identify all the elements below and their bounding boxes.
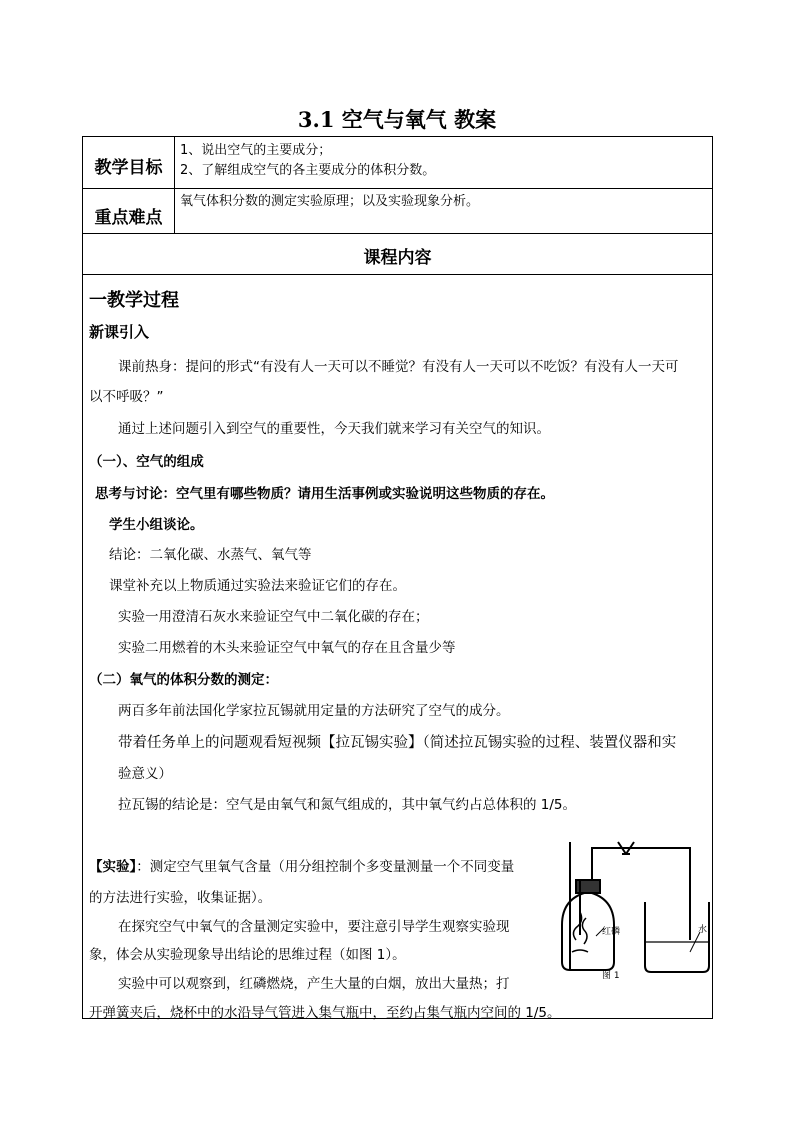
- beaker: [645, 902, 709, 972]
- observe-text-2: 开弹簧夹后，烧杯中的水沿导气管进入集气瓶中，至约占集气瓶内空间的 1/5。: [89, 1005, 561, 1021]
- row-divider: [83, 233, 712, 234]
- part1-heading: （一）、空气的组成: [89, 454, 204, 470]
- flame-swirl: [582, 918, 587, 944]
- section-heading: 一教学过程: [89, 290, 179, 311]
- lesson-plan-table: [82, 136, 713, 1019]
- experiment-tag: 【实验】: [89, 859, 137, 875]
- objective-item-2: 2、了解组成空气的各主要成分的体积分数。: [180, 163, 436, 178]
- row-divider: [83, 274, 712, 275]
- keypoints-text: 氧气体积分数的测定实验原理；以及实验现象分析。: [180, 194, 480, 209]
- experiment-1-text: 实验一用澄清石灰水来验证空气中二氧化碳的存在；: [118, 609, 429, 625]
- content-heading: 课程内容: [363, 248, 432, 268]
- experiment-apparatus-figure: [540, 840, 710, 980]
- flame-swirl: [572, 950, 588, 952]
- group-discussion: 学生小组谈论。: [109, 517, 204, 533]
- video-task-1: 带着任务单上的问题观看短视频【拉瓦锡实验】（简述拉瓦锡实验的过程、装置仪器和实: [118, 735, 677, 751]
- intro-heading: 新课引入: [89, 323, 150, 341]
- discussion-question: 思考与讨论：空气里有哪些物质？请用生活事例或实验说明这些物质的存在。: [95, 486, 554, 502]
- explore-text-2: 象，体会从实验现象导出结论的思维过程（如图 1）。: [89, 947, 406, 963]
- supplement-text: 课堂补充以上物质通过实验法来验证它们的存在。: [109, 578, 406, 594]
- video-task-2: 验意义）: [118, 766, 172, 782]
- experiment-intro-1: [89, 855, 514, 875]
- experiment-2-text: 实验二用燃着的木头来验证空气中氧气的存在且含量少等: [118, 640, 456, 656]
- water-label: 水: [698, 925, 708, 935]
- conclusion-text: 结论：二氧化碳、水蒸气、氧气等: [109, 547, 312, 563]
- objective-item-1: 1、说出空气的主要成分；: [180, 143, 332, 158]
- experiment-intro-2: 的方法进行实验，收集证据）。: [89, 890, 272, 906]
- column-divider: [174, 137, 175, 233]
- explore-text-1: 在探究空气中氧气的含量测定实验中，要注意引导学生观察实验现: [118, 919, 510, 935]
- objectives-label: 教学目标: [94, 158, 163, 178]
- part2-heading: （二）氧气的体积分数的测定：: [89, 672, 278, 688]
- observe-text-1: 实验中可以观察到，红磷燃烧，产生大量的白烟，放出大量热；打: [118, 976, 510, 992]
- experiment-description: ：测定空气里氧气含量（用分组控制个多变量测量一个不同变量: [136, 859, 515, 875]
- warmup-text-1: 课前热身：提问的形式“有没有人一天可以不睡觉？有没有人一天可以不吃饭？有没有人一天可: [118, 359, 679, 375]
- warmup-text-2: 以不呼吸？”: [89, 389, 164, 405]
- lead-in-text: 通过上述问题引入到空气的重要性，今天我们就来学习有关空气的知识。: [118, 421, 550, 437]
- red-phosphorus-label: 红磷: [602, 927, 621, 937]
- figure-caption: 图 1: [602, 971, 620, 980]
- history-text: 两百多年前法国化学家拉瓦锡就用定量的方法研究了空气的成分。: [118, 703, 510, 719]
- keypoints-label: 重点难点: [94, 208, 163, 228]
- page-title: 3.1 空气与氧气 教案: [297, 107, 497, 132]
- row-divider: [83, 188, 712, 189]
- lavoisier-conclusion: 拉瓦锡的结论是：空气是由氧气和氮气组成的，其中氧气约占总体积的 1/5。: [118, 797, 577, 813]
